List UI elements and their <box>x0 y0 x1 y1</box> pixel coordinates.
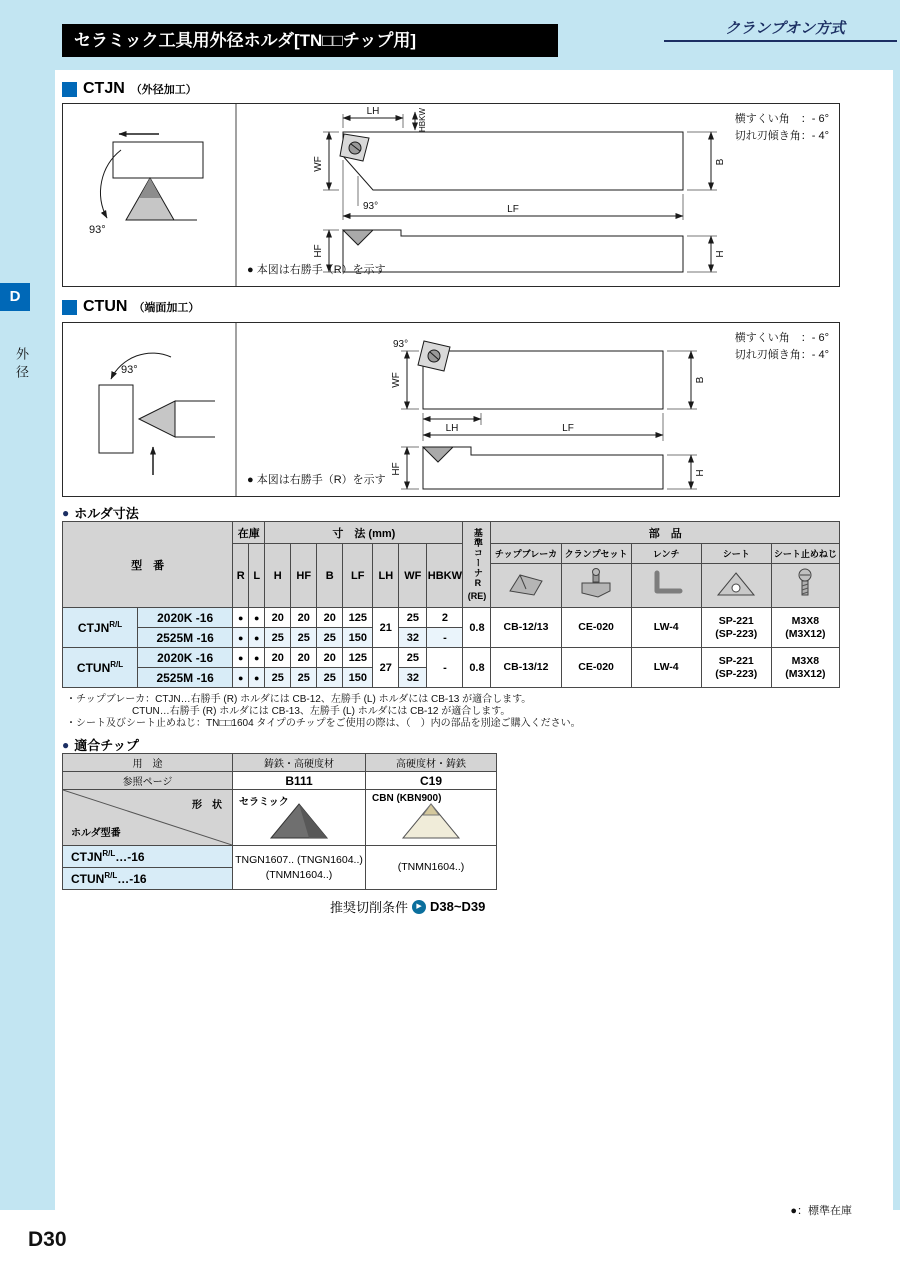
dim-hbkw: 2 <box>427 608 463 628</box>
section-square-icon <box>62 82 77 97</box>
part-breaker: CB-12/13 <box>491 608 561 648</box>
seat-icon-cell <box>701 564 771 608</box>
seat-main: SP-221 <box>718 614 754 627</box>
right-band <box>893 70 900 1210</box>
cbn-insert-icon <box>399 800 463 842</box>
section-square-icon <box>62 300 77 315</box>
header-dim-hbkw: HBKW <box>427 544 463 608</box>
shape-label: 形 状 <box>192 800 222 811</box>
dim-lf: 150 <box>343 668 373 688</box>
dim-hf: 25 <box>291 628 317 648</box>
dim-hbkw: - <box>427 648 463 688</box>
stock-dot-l: ● <box>249 608 265 628</box>
chip-breaker-icon-cell <box>491 564 561 608</box>
dim-lh: 27 <box>373 648 399 688</box>
series-name: CTJN <box>71 850 103 864</box>
screw-main: M3X8 <box>791 614 820 627</box>
cbn-label: CBN (KBN900) <box>372 793 442 804</box>
dim-h: 25 <box>265 668 291 688</box>
header-dim-hf: HF <box>291 544 317 608</box>
series-name: CTUN <box>76 661 111 675</box>
hbkw-label: HBKW <box>418 108 427 132</box>
part-clamp: CE-020 <box>561 608 631 648</box>
screw-main: M3X8 <box>791 654 820 667</box>
page-link-icon <box>412 900 426 914</box>
chip-table-title <box>62 735 139 754</box>
ctun-diagram-box <box>62 322 840 497</box>
wf-label: WF <box>391 372 402 388</box>
dim-b: 20 <box>317 648 343 668</box>
model-size: 2525M -16 <box>138 628 233 648</box>
corner-r-value: 0.8 <box>463 608 491 648</box>
section-name: CTJN <box>83 80 125 97</box>
ceramic-chip-names <box>233 846 366 890</box>
section-name: CTUN <box>83 298 128 315</box>
header-part-clamp: クランプセット <box>561 544 631 564</box>
part-wrench: LW-4 <box>631 648 701 688</box>
screw-alt: (M3X12) <box>785 627 826 640</box>
cbn-ref-page: C19 <box>366 772 497 790</box>
shape-holder-header <box>63 790 233 846</box>
hf-label: HF <box>391 462 402 476</box>
section-bullet-icon: ● <box>62 505 70 520</box>
screw-alt: (M3X12) <box>785 667 826 680</box>
page-link-glyph: ▶ <box>416 903 422 910</box>
lh-label: LH <box>445 423 459 434</box>
note-line: ・シート及びシート止めねじ：TN□□1604 タイプのチップをご使用の際は、（ ）内の部品を別途ご購入ください。 <box>66 718 581 729</box>
part-breaker: CB-13/12 <box>491 648 561 688</box>
stock-dot-l: ● <box>249 668 265 688</box>
chip-name-line: TNGN1607.. (TNGN1604..) <box>235 854 363 867</box>
header-part-screw: シート止めねじ <box>771 544 839 564</box>
ceramic-usage: 鋳鉄・高硬度材 <box>233 754 366 772</box>
b-label: B <box>695 376 706 384</box>
series-hand: R/L <box>102 849 116 858</box>
dim-h: 20 <box>265 608 291 628</box>
part-wrench: LW-4 <box>631 608 701 648</box>
angle-label: 93° <box>393 339 409 350</box>
header-dim-wf: WF <box>399 544 427 608</box>
ctjn-top-view <box>323 112 717 220</box>
section-bullet-icon: ● <box>62 737 70 752</box>
page-number: D30 <box>28 1228 67 1251</box>
part-screw <box>771 608 839 648</box>
seat-screw-icon <box>783 567 827 601</box>
header-usage: 用 途 <box>63 754 233 772</box>
stock-legend: ●：標準在庫 <box>790 1205 852 1217</box>
chip-breaker-icon <box>504 567 548 601</box>
seat-alt: (SP-223) <box>715 667 758 680</box>
chip-table-title-text: 適合チップ <box>74 738 139 753</box>
dim-b: 25 <box>317 628 343 648</box>
series-name: CTJN <box>77 621 110 635</box>
dim-h: 25 <box>265 628 291 648</box>
model-size: 2525M -16 <box>138 668 233 688</box>
holder-table-notes <box>66 694 581 730</box>
seat-alt: (SP-223) <box>715 627 758 640</box>
angle-label: 93° <box>89 224 106 236</box>
header-dim-lf: LF <box>343 544 373 608</box>
section-subtitle: （端面加工） <box>133 302 200 314</box>
inclination-note: 切れ刃傾き角：- 4° <box>734 349 829 362</box>
corner-r-value: 0.8 <box>463 648 491 688</box>
dim-hf: 20 <box>291 608 317 628</box>
series-hand: R/L <box>109 620 123 629</box>
holder-dimensions-table <box>62 521 840 688</box>
d im-wf: 25 <box>399 608 427 628</box>
header-corner-r <box>463 522 491 608</box>
cbn-usage: 高硬度材・鋳鉄 <box>366 754 497 772</box>
lh-label: LH <box>366 106 380 117</box>
note-line: ・チップブレーカ：CTJN…右勝手 (R) ホルダには CB-12、左勝手 (L) ホルダには CB-13 が適合します。 <box>66 694 532 705</box>
holder-model-label: ホルダ型番 <box>71 828 121 839</box>
ceramic-shape-cell <box>233 790 366 846</box>
stock-dot-l: ● <box>249 648 265 668</box>
series-hand: R/L <box>104 871 118 880</box>
header-stock: 在庫 <box>233 522 265 544</box>
header-stock-l: L <box>249 544 265 608</box>
model-size: 2020K -16 <box>138 648 233 668</box>
side-rake-note: 横すくい角 ：- 6° <box>734 332 829 344</box>
header-ref-page: 参照ページ <box>63 772 233 790</box>
wrench-icon-cell <box>631 564 701 608</box>
header-dimensions: 寸 法 (mm) <box>265 522 463 544</box>
lf-label: LF <box>562 423 574 434</box>
clamp-method-label: クランプオン方式 <box>725 20 845 37</box>
dim-lf: 125 <box>343 648 373 668</box>
wf-label: WF <box>313 156 324 172</box>
stock-dot-r: ● <box>233 608 249 628</box>
series-name: CTUN <box>71 872 105 886</box>
h-label: H <box>715 250 726 258</box>
stock-dot-l: ● <box>249 628 265 648</box>
chip-model-ctun <box>63 868 233 890</box>
header-model: 型 番 <box>63 522 233 608</box>
part-screw <box>771 648 839 688</box>
recommended-conditions <box>330 897 485 916</box>
dim-wf: 32 <box>399 668 427 688</box>
ctjn-cutting-sketch <box>101 134 203 220</box>
series-suffix: …-16 <box>117 872 147 886</box>
inclination-note: 切れ刃傾き角：- 4° <box>734 130 829 143</box>
dim-lf: 150 <box>343 628 373 648</box>
series-hand: R/L <box>110 660 124 669</box>
corner-re-label: (RE) <box>467 591 487 601</box>
ctun-side-view <box>401 447 697 489</box>
page-title: セラミック工具用外径ホルダ[TN□□チップ用] <box>62 24 558 57</box>
header-parts: 部 品 <box>491 522 840 544</box>
header-dim-b: B <box>317 544 343 608</box>
cbn-chip-names: (TNMN1604..) <box>366 846 497 890</box>
model-size: 2020K -16 <box>138 608 233 628</box>
chip-model-ctjn <box>63 846 233 868</box>
ceramic-label: セラミック <box>239 797 289 808</box>
clamp-set-icon-cell <box>561 564 631 608</box>
part-clamp: CE-020 <box>561 648 631 688</box>
header-dim-h: H <box>265 544 291 608</box>
b-label: B <box>715 158 726 166</box>
recommend-pages: D38~D39 <box>430 899 486 914</box>
cbn-shape-cell <box>366 790 497 846</box>
part-seat <box>701 648 771 688</box>
dim-wf: 32 <box>399 628 427 648</box>
dim-lf: 125 <box>343 608 373 628</box>
corner-r-label: 基準コーナR <box>472 528 483 589</box>
dim-hf: 25 <box>291 668 317 688</box>
dim-h: 20 <box>265 648 291 668</box>
part-seat <box>701 608 771 648</box>
recommend-label: 推奨切削条件 <box>330 900 409 915</box>
dim-lh: 21 <box>373 608 399 648</box>
dim-b: 25 <box>317 668 343 688</box>
model-series-ctun <box>63 648 138 688</box>
chip-name-line: (TNMN1604..) <box>265 868 333 881</box>
h-label: H <box>695 469 706 477</box>
dim-b: 20 <box>317 608 343 628</box>
method-underline <box>664 40 897 42</box>
model-series-ctjn <box>63 608 138 648</box>
wrench-icon <box>644 567 688 601</box>
seat-screw-icon-cell <box>771 564 839 608</box>
angle-label: 93° <box>121 364 138 376</box>
ctun-diagram <box>63 323 839 496</box>
section-header-ctjn <box>62 80 197 98</box>
seat-icon <box>714 567 758 601</box>
ctjn-diagram-box <box>62 103 840 287</box>
section-header-ctun <box>62 298 199 316</box>
angle-notes <box>735 111 829 145</box>
ctjn-diagram <box>63 104 839 286</box>
header-part-seat: シート <box>701 544 771 564</box>
header-stock-r: R <box>233 544 249 608</box>
sidebar-tab-d: D <box>0 283 30 311</box>
angle-notes <box>735 330 829 364</box>
header-dim-lh: LH <box>373 544 399 608</box>
sidebar-category: 外径 <box>14 347 29 383</box>
hand-note: ● 本図は右勝手（R）を示す <box>247 264 386 276</box>
header-part-breaker: チップブレーカ <box>491 544 561 564</box>
chip-compat-table <box>62 753 497 890</box>
stock-dot-r: ● <box>233 648 249 668</box>
stock-dot-r: ● <box>233 628 249 648</box>
section-subtitle: （外径加工） <box>130 84 197 96</box>
dim-hf: 20 <box>291 648 317 668</box>
dim-hbkw: - <box>427 628 463 648</box>
series-suffix: …-16 <box>115 850 145 864</box>
dim-wf: 25 <box>399 648 427 668</box>
holder-table-title <box>62 503 139 522</box>
ceramic-ref-page: B111 <box>233 772 366 790</box>
seat-main: SP-221 <box>718 654 754 667</box>
clamp-set-icon <box>574 567 618 601</box>
hand-note: ● 本図は右勝手（R）を示す <box>247 474 386 486</box>
holder-table-title-text: ホルダ寸法 <box>74 506 139 521</box>
ctun-cutting-sketch <box>99 353 215 475</box>
header-part-wrench: レンチ <box>631 544 701 564</box>
hf-label: HF <box>313 244 324 258</box>
stock-dot-r: ● <box>233 668 249 688</box>
lf-label: LF <box>507 204 519 215</box>
left-band <box>0 70 55 1210</box>
note-line: CTUN…右勝手 (R) ホルダには CB-13、左勝手 (L) ホルダには CB-12 が適合します。 <box>132 706 511 717</box>
angle-label: 93° <box>363 201 379 212</box>
side-rake-note: 横すくい角 ：- 6° <box>734 113 829 125</box>
